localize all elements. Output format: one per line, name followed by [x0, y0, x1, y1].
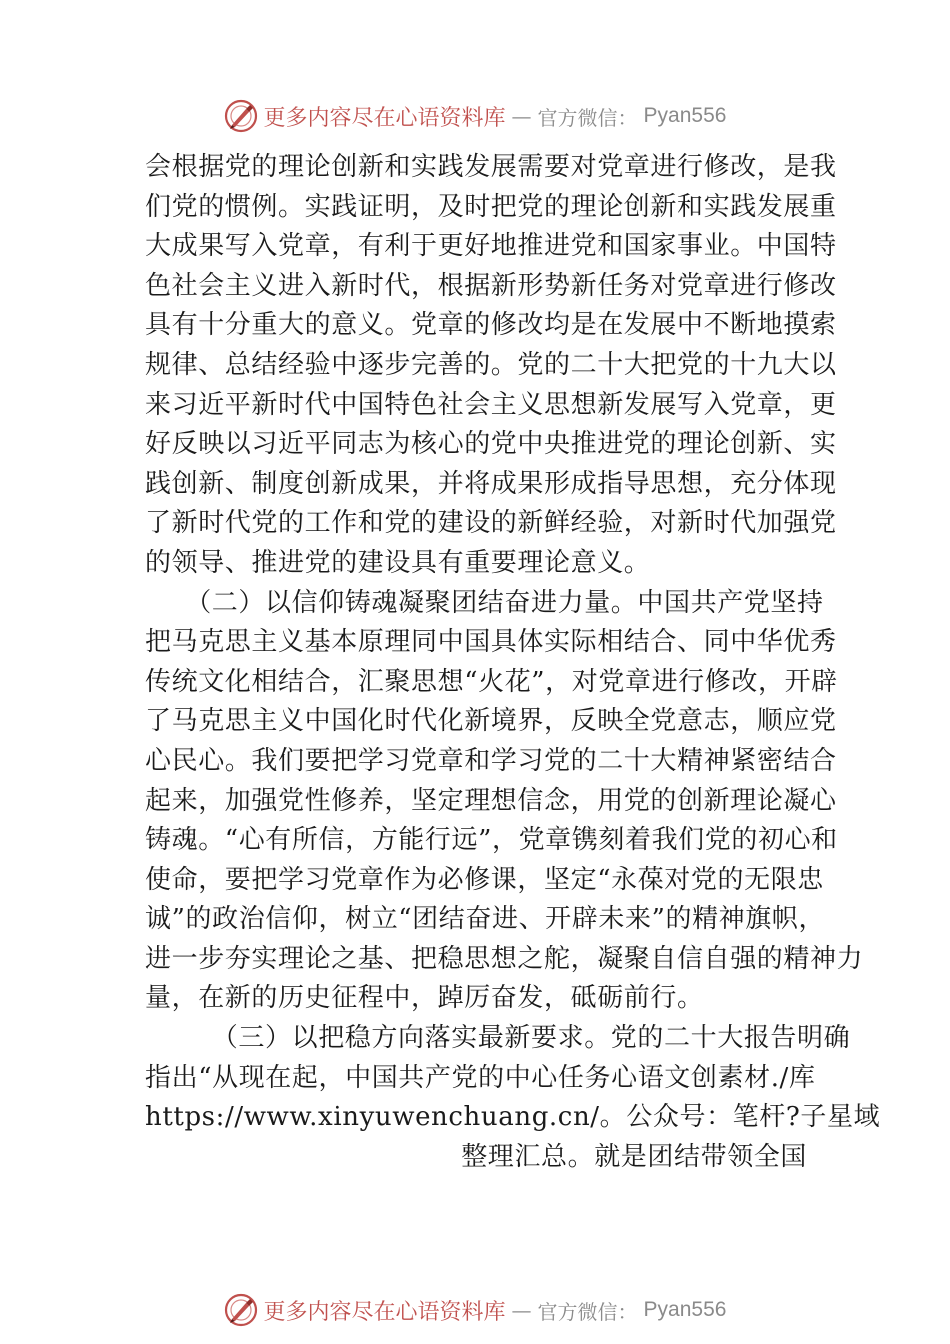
text-line: 了新时代党的工作和党的建设的新鲜经验，对新时代加强党: [145, 508, 837, 539]
paragraph-2: [145, 584, 864, 1020]
text-line: 了马克思主义中国化时代化新境界，反映全党意志，顺应党: [145, 706, 837, 737]
text-line: 心民心。我们要把学习党章和学习党的二十大精神紧密结合: [145, 745, 837, 776]
text-line: （三）以把稳方向落实最新要求。党的二十大报告明确: [145, 1023, 851, 1054]
text-line: 传统文化相结合，汇聚思想“火花”，对党章进行修改，开辟: [145, 666, 838, 697]
wechat-id: Pyan556: [643, 1298, 727, 1321]
text-line: 铸魂。“心有所信，方能行远”，党章镌刻着我们党的初心和: [145, 825, 838, 856]
text-line: https://www.xinyuwenchuang.cn/。公众号：笔杆?子星域: [145, 1102, 881, 1133]
footer-banner: [0, 1290, 950, 1330]
site-name: 更多内容尽在心语资料库: [263, 105, 506, 131]
text-line: 使命，要把学习党章作为必修课，坚定“永葆对党的无限忠: [145, 864, 824, 895]
wechat-label: 官方微信：: [537, 105, 638, 130]
text-line: 践创新、制度创新成果，并将成果形成指导思想，充分体现: [145, 468, 837, 499]
text-line: 进一步夯实理论之基、把稳思想之舵，凝聚自信自强的精神力: [145, 943, 864, 974]
pen-circle-logo-icon: [224, 1293, 258, 1327]
header-banner: [0, 96, 950, 136]
text-line: 起来，加强党性修养，坚定理想信念，用党的创新理论凝心: [145, 785, 837, 816]
text-line: 好反映以习近平同志为核心的党中央推进党的理论创新、实: [145, 429, 837, 460]
banner-dash: —: [511, 1298, 532, 1322]
text-line: 们党的惯例。实践证明，及时把党的理论创新和实践发展重: [145, 191, 837, 222]
paragraph-1: [145, 148, 837, 584]
text-line: 整理汇总。就是团结带领全国: [461, 1141, 807, 1172]
pen-circle-logo-icon: [224, 99, 258, 133]
text-line: 把马克思主义基本原理同中国具体实际相结合、同中华优秀: [145, 627, 837, 658]
text-line: 规律、总结经验中逐步完善的。党的二十大把党的十九大以: [145, 349, 837, 380]
text-line: 的领导、推进党的建设具有重要理论意义。: [145, 547, 651, 578]
text-line: 指出“从现在起，中国共产党的中心任务心语文创素材./库: [145, 1062, 816, 1093]
wechat-id: Pyan556: [643, 104, 727, 127]
banner-dash: —: [511, 104, 532, 128]
site-name: 更多内容尽在心语资料库: [263, 1299, 506, 1325]
text-line: 大成果写入党章，有利于更好地推进党和国家事业。中国特: [145, 231, 837, 262]
text-line: 色社会主义进入新时代，根据新形势新任务对党章进行修改: [145, 270, 837, 301]
text-line: 具有十分重大的意义。党章的修改均是在发展中不断地摸索: [145, 310, 837, 341]
paragraph-3: [145, 1019, 881, 1177]
document-body: [145, 148, 881, 1177]
wechat-label: 官方微信：: [537, 1299, 638, 1324]
text-line: 量，在新的历史征程中，踔厉奋发，砥砺前行。: [145, 983, 704, 1014]
text-line: 来习近平新时代中国特色社会主义思想新发展写入党章，更: [145, 389, 837, 420]
text-line: 会根据党的理论创新和实践发展需要对党章进行修改，是我: [145, 152, 837, 182]
text-line: （二）以信仰铸魂凝聚团结奋进力量。中国共产党坚持: [145, 587, 824, 618]
text-line: 诚”的政治信仰，树立“团结奋进、开辟未来”的精神旗帜，: [145, 904, 826, 935]
